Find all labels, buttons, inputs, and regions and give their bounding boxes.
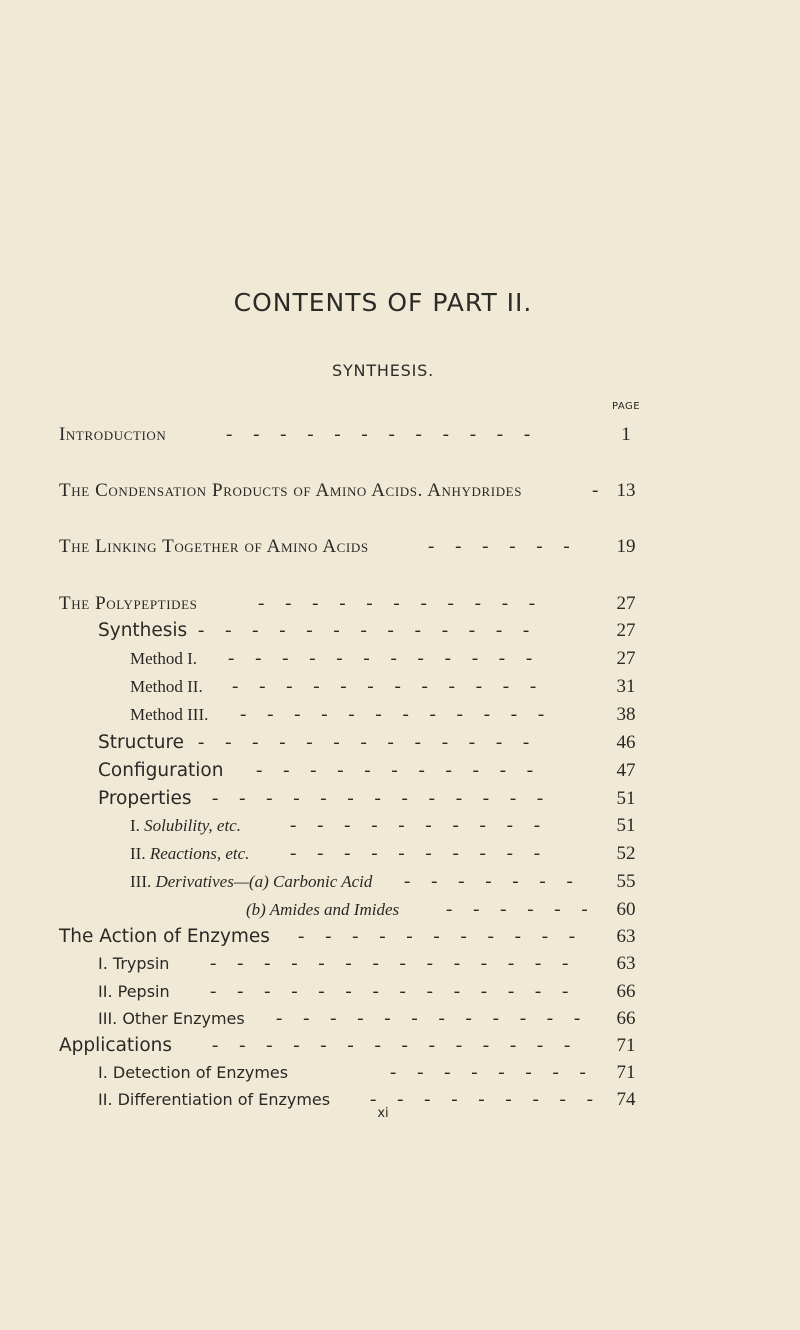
leader-dots: - - - - - - - - - - bbox=[290, 843, 549, 864]
toc-page-number: 63 bbox=[616, 953, 636, 974]
leader-dots: - - - - - - - bbox=[404, 871, 581, 892]
toc-page-number: 47 bbox=[616, 760, 636, 781]
toc-entry-label: Solubility, etc. bbox=[144, 816, 241, 835]
toc-entry-number: I. bbox=[130, 816, 140, 835]
toc-entry bbox=[0, 673, 800, 701]
toc-page-number: 38 bbox=[616, 704, 636, 725]
toc-entry bbox=[0, 617, 800, 645]
leader-dots: - - - - - - - - - - - bbox=[256, 760, 542, 781]
toc-entry-number: II. bbox=[130, 844, 146, 863]
toc-entry-label: Applications bbox=[59, 1035, 173, 1056]
toc-entry-label: The Polypeptides bbox=[59, 593, 198, 614]
toc-entry bbox=[0, 729, 800, 757]
leader-dots: - - - - - - - - - - - bbox=[258, 593, 544, 614]
toc-page-number: 60 bbox=[616, 899, 636, 920]
section-subtitle: SYNTHESIS. bbox=[332, 361, 434, 380]
toc-page-number: 1 bbox=[621, 424, 631, 445]
toc-page-number: 27 bbox=[616, 620, 636, 641]
leader-dots: - - - - - - - - - - - - bbox=[232, 676, 545, 697]
toc-page-number: 46 bbox=[616, 732, 636, 753]
toc-entry bbox=[0, 1005, 800, 1033]
toc-page-number: 27 bbox=[616, 648, 636, 669]
toc-entry bbox=[0, 533, 800, 561]
toc-entry-label: Reactions, etc. bbox=[149, 844, 250, 863]
page-column-header: PAGE bbox=[611, 401, 641, 412]
toc-entry bbox=[0, 757, 800, 785]
leader-dots: - - - - - - - - - - - - bbox=[226, 424, 539, 445]
toc-entry-label: I. Trypsin bbox=[98, 954, 170, 973]
leader-dots: - - - - - - - - - - - - bbox=[276, 1008, 589, 1029]
page-numeral: xi bbox=[377, 1106, 389, 1121]
toc-entry bbox=[0, 421, 800, 449]
toc-entry-label: II. Differentiation of Enzymes bbox=[98, 1090, 331, 1109]
toc-page-number: 71 bbox=[616, 1035, 636, 1056]
toc-entry-label: Configuration bbox=[98, 760, 224, 781]
toc-entry-label: Method II. bbox=[130, 677, 203, 696]
toc-entry bbox=[0, 645, 800, 673]
leader-dots: - - - - - - - - - - - - - bbox=[198, 620, 538, 641]
leader-dots: - - - - - - - - - - - - - - bbox=[210, 953, 577, 974]
toc-entry-number: III. bbox=[130, 872, 152, 891]
toc-entry bbox=[0, 785, 800, 813]
toc-entry bbox=[0, 868, 800, 896]
toc-entry-label: II. Pepsin bbox=[98, 982, 170, 1001]
leader-dots: - - - - - - - - - bbox=[370, 1089, 601, 1110]
toc-page-number: 71 bbox=[616, 1062, 636, 1083]
toc-entry-label: Properties bbox=[98, 788, 192, 809]
toc-entry bbox=[0, 1032, 800, 1060]
toc-page-number: 63 bbox=[616, 926, 636, 947]
toc-entry bbox=[0, 950, 800, 978]
toc-entry bbox=[0, 477, 800, 505]
toc-entry-label: Method III. bbox=[130, 705, 209, 724]
leader-dots: - - - - - - - - - - - - bbox=[228, 648, 541, 669]
toc-page-number: 13 bbox=[616, 480, 636, 501]
toc-entry-label: The Linking Together of Amino Acids bbox=[59, 536, 369, 557]
toc-page-number: 66 bbox=[616, 1008, 636, 1029]
toc-entry-label: Derivatives—(a) Carbonic Acid bbox=[155, 872, 373, 891]
toc-entry bbox=[0, 896, 800, 924]
leader-dots: - - - - - - - - - - - - - - bbox=[210, 981, 577, 1002]
toc-entry bbox=[0, 923, 800, 951]
toc-page-number: 66 bbox=[616, 981, 636, 1002]
toc-entry-label: Introduction bbox=[59, 424, 167, 445]
leader-dots: - - - - - - - - - - - - - bbox=[212, 788, 552, 809]
toc-entry bbox=[0, 840, 800, 868]
leader-dots: - bbox=[592, 480, 607, 501]
toc-page-number: 51 bbox=[616, 815, 636, 836]
leader-dots: - - - - - - - - - - - - bbox=[240, 704, 553, 725]
toc-entry-label: I. Detection of Enzymes bbox=[98, 1063, 289, 1082]
leader-dots: - - - - - - bbox=[428, 536, 578, 557]
leader-dots: - - - - - - - - - - - bbox=[298, 926, 584, 947]
toc-page-number: 55 bbox=[616, 871, 636, 892]
toc-entry-label: The Condensation Products of Amino Acids. Anhydrides bbox=[59, 480, 523, 501]
toc-page-number: 51 bbox=[616, 788, 636, 809]
toc-entry-label: III. Other Enzymes bbox=[98, 1009, 245, 1028]
leader-dots: - - - - - - - - - - - - - bbox=[198, 732, 538, 753]
toc-entry bbox=[0, 1059, 800, 1087]
toc-page-number: 27 bbox=[616, 593, 636, 614]
toc-page-number: 31 bbox=[616, 676, 636, 697]
page-title: CONTENTS OF PART II. bbox=[233, 288, 533, 317]
toc-entry-label: Method I. bbox=[130, 649, 198, 668]
toc-page-number: 52 bbox=[616, 843, 636, 864]
toc-page-number: 74 bbox=[616, 1089, 636, 1110]
leader-dots: - - - - - - - - - - bbox=[290, 815, 549, 836]
leader-dots: - - - - - - - - bbox=[390, 1062, 594, 1083]
toc-entry bbox=[0, 701, 800, 729]
toc-entry bbox=[0, 978, 800, 1006]
leader-dots: - - - - - - bbox=[446, 899, 596, 920]
toc-entry-label: Structure bbox=[98, 732, 185, 753]
toc-entry-label: The Action of Enzymes bbox=[59, 926, 270, 947]
toc-entry bbox=[0, 812, 800, 840]
leader-dots: - - - - - - - - - - - - - - bbox=[212, 1035, 579, 1056]
toc-page-number: 19 bbox=[616, 536, 636, 557]
toc-entry-label: Synthesis bbox=[98, 620, 188, 641]
toc-entry-label: (b) Amides and Imides bbox=[246, 900, 400, 919]
toc-entry bbox=[0, 590, 800, 618]
